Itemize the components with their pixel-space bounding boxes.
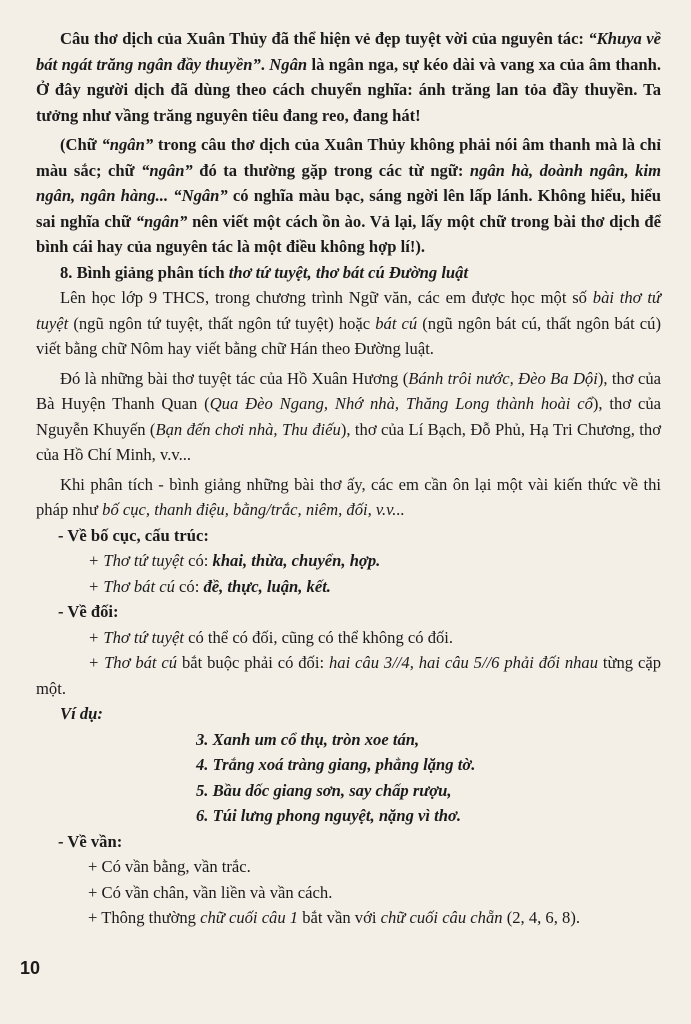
paragraph-grade9-curriculum xyxy=(36,285,661,362)
text-run: bắt buộc phải có đối: xyxy=(177,653,329,672)
item-tu-tuyet-parallel xyxy=(36,625,661,651)
text-run: có thể có đối, cũng có thể không có đối. xyxy=(183,627,454,647)
item-label: + Thơ tứ tuyệt xyxy=(88,551,184,570)
text-run: (2, 4, 6, 8). xyxy=(502,908,580,927)
item-label: + Thơ bát cú xyxy=(88,653,178,672)
text-run: (Chữ xyxy=(60,135,102,154)
item-value: khai, thừa, chuyển, hợp. xyxy=(212,551,381,570)
item-bat-cu-structure xyxy=(36,574,661,600)
paragraph-masterpieces xyxy=(36,366,661,468)
text-run: có nghĩa màu bạc, sáng ngời lên lấp lánh. Không hiểu, hiểu sai nghĩa chữ xyxy=(36,186,661,231)
text-run: ), thơ của Nguyễn Khuyến ( xyxy=(36,394,662,439)
poetics-terms: bố cục, thanh điệu, bằng/trắc, niêm, đối, v.v... xyxy=(102,500,405,519)
text-run: có: xyxy=(174,576,204,596)
text-run: (ngũ ngôn tứ tuyệt, thất ngôn tứ tuyệt) hoặc xyxy=(68,313,376,333)
text-run: ), thơ của Bà Huyện Thanh Quan ( xyxy=(36,368,661,413)
text-run: là ngân nga, sự kéo dài và vang xa của âm thanh. Ở đây người dịch đã dùng theo cách chuyển nghĩa: ánh trăng lan tỏa đầy thuyền. Ta tưởng như vầng trăng nguyên tiêu đang reo, đang hát! xyxy=(36,54,661,125)
example-label: Ví dụ: xyxy=(60,704,103,723)
term-list: ngân hà, doành ngân, kim ngân, ngân hàng... xyxy=(36,160,661,205)
subsection-structure: - Về bố cục, cấu trúc: xyxy=(58,525,209,545)
term: chữ cuối câu chẵn xyxy=(380,908,503,927)
term-ngan: Ngân xyxy=(269,54,308,74)
subsection-rhyme: - Về vần: xyxy=(58,831,123,851)
item-rhyme-3 xyxy=(36,905,661,931)
text-run: ), thơ của Lí Bạch, Đỗ Phủ, Hạ Tri Chương, thơ của Hồ Chí Minh, v.v... xyxy=(36,419,661,464)
paragraph-translation-beauty xyxy=(36,26,661,128)
poem-titles: Bạn đến chơi nhà, Thu điếu xyxy=(155,419,341,439)
parallel-rule: hai câu 3//4, hai câu 5//6 phải đối nhau xyxy=(328,653,599,672)
heading-number: 8. Bình giảng phân tích xyxy=(60,262,229,282)
text-run: trong câu thơ dịch của Xuân Thủy không phải nói âm thanh mà là chỉ màu sắc; chữ xyxy=(36,135,661,180)
text-run: Câu thơ dịch của Xuân Thủy đã thể hiện vẻ đẹp tuyệt vời của nguyên tác: xyxy=(60,29,589,48)
item-rhyme-2: + Có vần chân, vần liền và vần cách. xyxy=(88,882,333,902)
text-run: Đó là những bài thơ tuyệt tác của Hồ Xuân Hương ( xyxy=(60,368,409,388)
term: bài thơ tứ tuyệt xyxy=(36,288,661,333)
translated-verse-quote: “Khuya về bát ngát trăng ngân đầy thuyền” xyxy=(36,29,661,74)
term-ngan: “ngân” xyxy=(101,135,154,154)
text-run: đó ta thường gặp trong các từ ngữ: xyxy=(192,160,470,180)
text-run: + Thông thường xyxy=(88,908,201,927)
poem-titles: Qua Đèo Ngang, Nhớ nhà, Thăng Long thành hoài cổ xyxy=(209,394,593,413)
text-run: từng cặp một. xyxy=(36,653,662,698)
text-run: Lên học lớp 9 THCS, trong chương trình Ngữ văn, các em được học một số xyxy=(60,288,593,307)
term-ngan: “ngân” xyxy=(141,160,193,180)
example-verse-5: 5. Bầu dốc giang sơn, say chấp rượu, xyxy=(196,780,452,800)
item-rhyme-1: + Có vần bằng, vần trắc. xyxy=(88,857,251,876)
example-verse-6: 6. Túi lưng phong nguyệt, nặng vì thơ. xyxy=(196,806,462,825)
item-label: + Thơ tứ tuyệt xyxy=(88,627,184,647)
text-run: có: xyxy=(183,551,213,570)
page-number: 10 xyxy=(20,958,41,978)
term: chữ cuối câu 1 xyxy=(200,908,299,927)
item-tu-tuyet-structure xyxy=(36,548,661,574)
term-ngan: “Ngân” xyxy=(173,186,228,205)
subsection-parallelism: - Về đối: xyxy=(58,602,119,621)
item-label: + Thơ bát cú xyxy=(88,576,175,596)
term-ngan: “ngân” xyxy=(135,211,188,231)
paragraph-poetics xyxy=(36,472,661,523)
item-bat-cu-parallel xyxy=(36,650,661,701)
text-run: bắt vần với xyxy=(298,908,381,927)
example-verse-3: 3. Xanh um cổ thụ, tròn xoe tán, xyxy=(196,729,420,749)
text-run: . xyxy=(260,54,270,74)
section-heading-8 xyxy=(36,260,661,286)
text-run: Khi phân tích - bình giảng những bài thơ ấy, các em cần ôn lại một vài kiến thức về thi pháp như xyxy=(36,474,661,519)
text-run: (ngũ ngôn bát cú, thất ngôn bát cú) viết bằng chữ Nôm hay viết bằng chữ Hán theo Đường luật. xyxy=(36,313,661,358)
example-verse-4: 4. Trắng xoá tràng giang, phẳng lặng tờ. xyxy=(196,755,476,774)
heading-topic: thơ tứ tuyệt, thơ bát cú Đường luật xyxy=(228,262,469,282)
poem-titles: Bánh trôi nước, Đèo Ba Dội xyxy=(408,368,598,388)
term: bát cú xyxy=(375,313,418,333)
item-value: đề, thực, luận, kết. xyxy=(203,576,331,596)
paragraph-ngan-meaning xyxy=(36,132,661,260)
text-run: nên viết một cách ồn ào. Vả lại, lấy một chữ trong bài thơ dịch để bình cái hay của nguyên tác là một điều không hợp lí!). xyxy=(36,211,661,256)
